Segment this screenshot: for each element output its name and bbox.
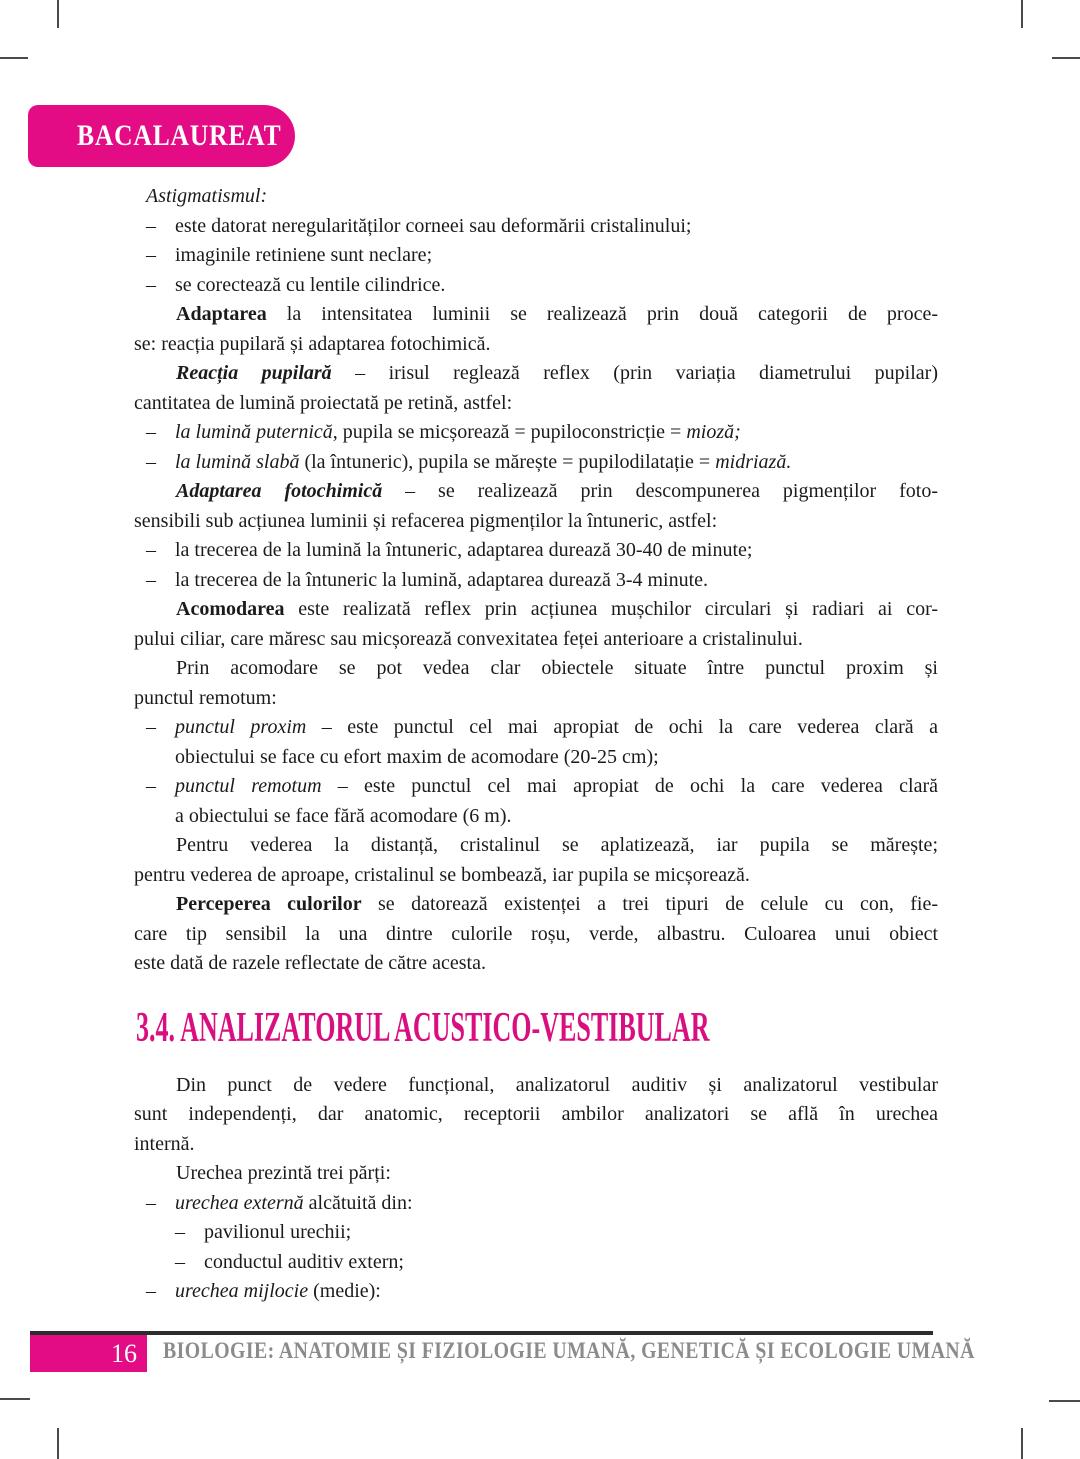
text-line (134, 1130, 938, 1160)
bullet-dash: – (146, 244, 156, 266)
text-line (134, 1189, 938, 1219)
text-line (134, 831, 938, 861)
text-run: Pentru vederea la distanță, cristalinul se aplatizează, iar pupila se mărește; (176, 834, 938, 856)
text-run: cantitatea de lumină proiectată pe retină, astfel: (134, 391, 513, 414)
text-run: Urechea prezintă trei părți: (176, 1162, 391, 1184)
footer-rule (30, 1331, 933, 1335)
text-run: pului ciliar, care măresc sau micșorează convexitatea feței anterioare a cristalinului. (134, 627, 803, 650)
text-run: midriază. (715, 450, 792, 473)
text-run: pavilionul urechii; (204, 1221, 352, 1243)
text-run: internă. (134, 1132, 195, 1155)
text-line (134, 713, 938, 743)
text-run: este realizată reflex prin acțiunea mușchilor circulari și radiari ai cor- (284, 598, 938, 620)
section-heading-label: 3.4. ANALIZATORUL ACUSTICO-VESTIBULAR (136, 1004, 710, 1051)
text-run: la trecerea de la întuneric la lumină, adaptarea durează 3-4 minute. (175, 568, 709, 591)
text-line (134, 507, 938, 537)
text-line (134, 861, 938, 891)
text-line (146, 182, 938, 212)
body-text-column (134, 182, 938, 1307)
crop-mark-bottom-left-horizontal (0, 1398, 30, 1400)
text-run: imaginile retiniene sunt neclare; (175, 244, 433, 266)
bullet-dash: – (175, 1250, 185, 1273)
page-number-block (30, 1335, 147, 1372)
text-run: sunt independenți, dar anatomic, receptorii ambilor analizatori se află în urechea (134, 1103, 938, 1125)
bullet-dash: – (146, 1280, 156, 1302)
text-line (134, 212, 938, 242)
crop-mark-top-right-horizontal (1052, 57, 1080, 59)
text-run: pentru vederea de aproape, cristalinul se bombează, iar pupila se micșorează. (134, 863, 750, 886)
text-line (134, 1218, 938, 1248)
text-run: se datorează existenței a trei tipuri de celule cu con, fie- (361, 893, 938, 915)
text-run: punctul proxim (175, 716, 307, 738)
bullet-dash: – (146, 775, 156, 797)
text-line (134, 477, 938, 507)
text-run: urechea externă (175, 1191, 304, 1214)
text-run: Astigmatismul: (146, 185, 268, 207)
text-run: punctul remotum: (134, 686, 277, 709)
text-run: care tip sensibil la una dintre culorile roșu, verde, albastru. Culoarea unui obiect (134, 922, 938, 945)
text-run: – se realizează prin descompunerea pigmenților foto- (382, 480, 938, 502)
text-line (134, 595, 938, 625)
text-run: la trecerea de la lumină la întuneric, adaptarea durează 30-40 de minute; (175, 539, 753, 561)
text-line (134, 1248, 938, 1278)
bullet-dash: – (146, 273, 156, 296)
text-line (134, 271, 938, 301)
text-run: se: reacția pupilară și adaptarea fotochimică. (134, 332, 491, 355)
text-run: la intensitatea luminii se realizează prin două categorii de proce- (266, 303, 938, 325)
footer-title: BIOLOGIE: ANATOMIE ȘI FIZIOLOGIE UMANĂ, GENETICĂ ȘI ECOLOGIE UMANĂ (163, 1338, 975, 1363)
text-line (134, 1277, 938, 1307)
text-run: Acomodarea (176, 598, 285, 620)
body-text-part2 (134, 1071, 938, 1307)
text-run: la lumină puternică (175, 421, 333, 443)
text-run: Prin acomodare se pot vedea clar obiectele situate între punctul proxim și (176, 657, 938, 679)
text-run: este datorat neregularităților corneei sau deformării cristalinului; (175, 214, 692, 237)
text-line (134, 448, 938, 478)
bullet-dash: – (146, 568, 156, 591)
text-line (134, 890, 938, 920)
crop-mark-top-right-vertical (1021, 0, 1023, 28)
text-line (134, 241, 938, 271)
text-run: alcătuită din: (303, 1191, 413, 1214)
text-line (134, 625, 938, 655)
text-line (134, 743, 938, 773)
text-run: sensibili sub acțiunea luminii și refacerea pigmenților la întuneric, astfel: (134, 509, 718, 532)
text-run: Din punct de vedere funcțional, analizatorul auditiv și analizatorul vestibular (176, 1073, 938, 1096)
text-run: punctul remotum (175, 775, 322, 797)
text-run: Adaptarea fotochimică (176, 480, 383, 502)
page-number: 16 (111, 1339, 137, 1368)
text-run: a obiectului se face fără acomodare (6 m). (175, 804, 512, 827)
text-line (134, 772, 938, 802)
bacalaureat-badge (28, 105, 295, 167)
text-run: la lumină slabă (175, 450, 300, 473)
text-run: Perceperea culorilor (176, 893, 362, 915)
text-run: se corectează cu lentile cilindrice. (175, 273, 446, 296)
bullet-dash: – (146, 1191, 156, 1214)
badge-label: BACALAUREAT (77, 119, 282, 152)
text-run: Adaptarea (176, 303, 267, 325)
bullet-dash: – (146, 421, 156, 443)
text-run: Reacția pupilară (176, 362, 332, 384)
text-run: obiectului se face cu efort maxim de acomodare (20-25 cm); (175, 745, 659, 768)
bullet-dash: – (175, 1221, 185, 1243)
text-line (134, 566, 938, 596)
text-line (134, 920, 938, 950)
text-line (134, 300, 938, 330)
bullet-dash: – (146, 716, 156, 738)
bullet-dash: – (146, 450, 156, 473)
crop-mark-top-left-horizontal (0, 57, 28, 59)
text-line (134, 949, 938, 979)
text-run: – irisul reglează reflex (prin variația diametrului pupilar) (331, 362, 938, 384)
crop-mark-top-left-vertical (57, 0, 59, 28)
crop-mark-bottom-right-horizontal (1049, 1400, 1080, 1402)
text-run: conductul auditiv extern; (204, 1250, 404, 1273)
body-text-part1 (134, 182, 938, 979)
text-line (134, 1159, 938, 1189)
text-line (134, 389, 938, 419)
text-run: este dată de razele reflectate de către acesta. (134, 952, 486, 974)
bullet-dash: – (146, 539, 156, 561)
text-line (134, 1100, 938, 1130)
text-line (134, 654, 938, 684)
text-line (134, 1071, 938, 1101)
text-run: , pupila se micșorează = pupiloconstricție = (332, 421, 687, 443)
text-line (134, 684, 938, 714)
crop-mark-bottom-right-vertical (1021, 1428, 1023, 1459)
text-line (134, 802, 938, 832)
text-run: – este punctul cel mai apropiat de ochi la care vederea clară a (306, 716, 938, 738)
text-run: urechea mijlocie (175, 1280, 309, 1302)
text-run: mioză; (686, 421, 741, 443)
text-run: (la întuneric), pupila se mărește = pupilodilatație = (299, 450, 716, 473)
section-heading (136, 1003, 938, 1053)
text-line (134, 359, 938, 389)
text-run: (medie): (308, 1280, 381, 1302)
text-line (134, 536, 938, 566)
text-run: – este punctul cel mai apropiat de ochi la care vederea clară (321, 775, 938, 797)
crop-mark-bottom-left-vertical (57, 1428, 59, 1459)
text-line (134, 418, 938, 448)
bullet-dash: – (146, 214, 156, 237)
text-line (134, 330, 938, 360)
